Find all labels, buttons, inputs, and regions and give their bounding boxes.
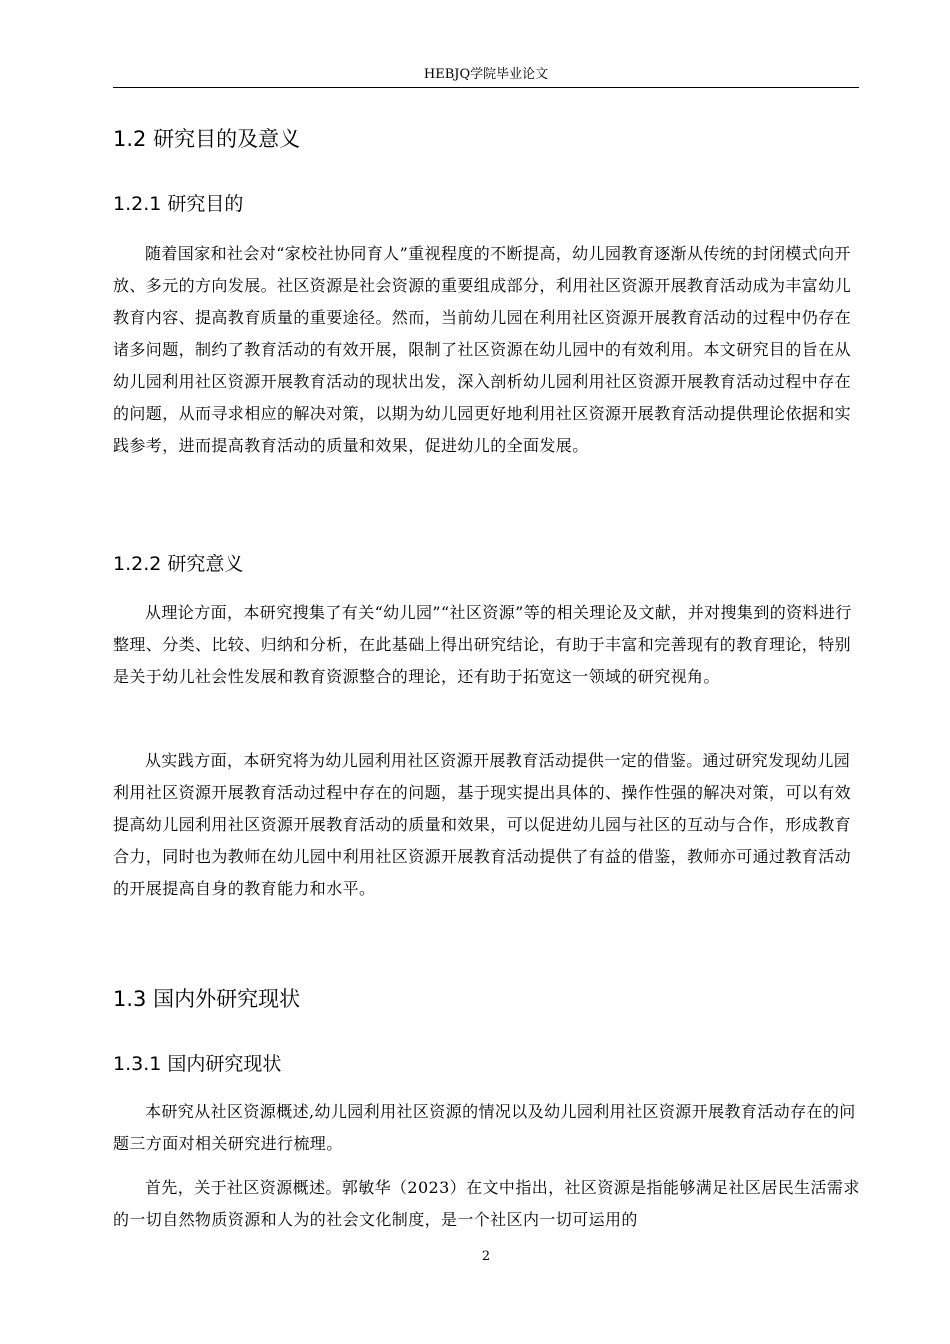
header-divider [113, 87, 859, 88]
paragraph-domestic-overview: 本研究从社区资源概述,幼儿园利用社区资源的情况以及幼儿园利用社区资源开展教育活动存在的问题三方面对相关研究进行梳理。 [113, 1102, 856, 1153]
subsection-heading-1-2-2: 1.2.2 研究意义 [113, 553, 244, 575]
running-header: HEBJQ学院毕业论文 [423, 67, 549, 82]
section-heading-1-3: 1.3 国内外研究现状 [113, 987, 301, 1011]
subsection-heading-1-3-1: 1.3.1 国内研究现状 [113, 1053, 282, 1075]
section-heading-1-2: 1.2 研究目的及意义 [113, 127, 301, 151]
subsection-heading-1-2-1: 1.2.1 研究目的 [113, 193, 244, 215]
page-number: 2 [481, 1249, 491, 1264]
paragraph-theoretical-significance: 从理论方面，本研究搜集了有关“幼儿园”“社区资源”等的相关理论及文献，并对搜集到的资料进行整理、分类、比较、归纳和分析，在此基础上得出研究结论，有助于丰富和完善现有的教育理论，特别是关于幼儿社会性发展和教育资源整合的理论，还有助于拓宽这一领域的研究视角。 [113, 603, 852, 686]
paragraph-research-purpose: 随着国家和社会对“家校社协同育人”重视程度的不断提高，幼儿园教育逐渐从传统的封闭模式向开放、多元的方向发展。社区资源是社会资源的重要组成部分，利用社区资源开展教育活动成为丰富幼儿教育内容、提高教育质量的重要途径。然而，当前幼儿园在利用社区资源开展教育活动的过程中仍存在诸多问题，制约了教育活动的有效开展，限制了社区资源在幼儿园中的有效利用。本文研究目的旨在从幼儿园利用社区资源开展教育活动的现状出发，深入剖析幼儿园利用社区资源开展教育活动过程中存在的问题，从而寻求相应的解决对策，以期为幼儿园更好地利用社区资源开展教育活动提供理论依据和实践参考，进而提高教育活动的质量和效果，促进幼儿的全面发展。 [113, 244, 852, 455]
paragraph-practical-significance: 从实践方面，本研究将为幼儿园利用社区资源开展教育活动提供一定的借鉴。通过研究发现幼儿园利用社区资源开展教育活动过程中存在的问题，基于现实提出具体的、操作性强的解决对策，可以有效提高幼儿园利用社区资源开展教育活动的质量和效果，可以促进幼儿园与社区的互动与合作，形成教育合力，同时也为教师在幼儿园中利用社区资源开展教育活动提供了有益的借鉴，教师亦可通过教育活动的开展提高自身的教育能力和水平。 [113, 751, 852, 898]
paragraph-community-resources: 首先，关于社区资源概述。郭敏华（2023）在文中指出，社区资源是指能够满足社区居民生活需求的一切自然物质资源和人为的社会文化制度，是一个社区内一切可运用的 [113, 1178, 860, 1229]
